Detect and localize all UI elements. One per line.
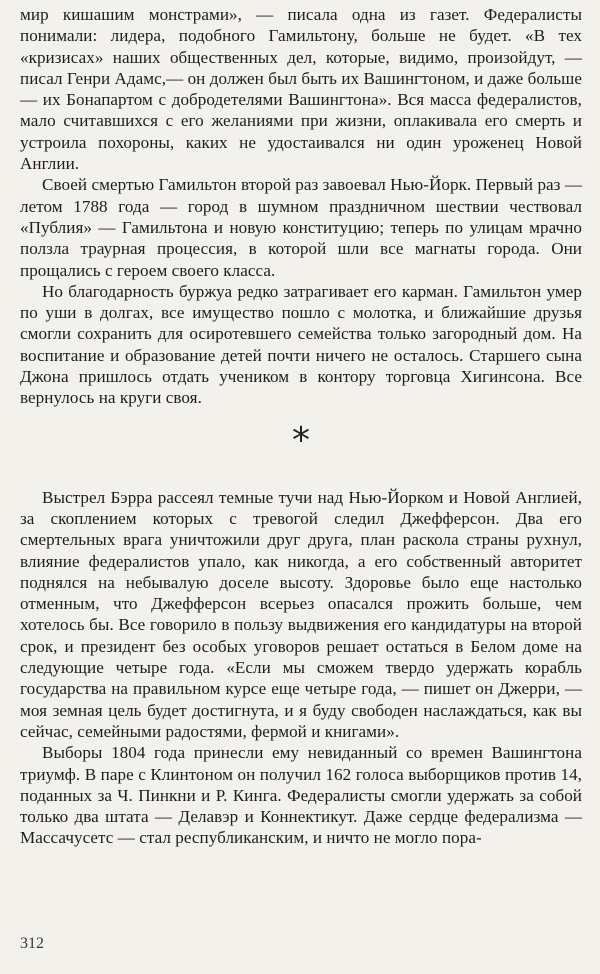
paragraph-5: Выборы 1804 года принесли ему невиданный со времен Вашингтона триумф. В паре с Клинтоном он получил 162 голоса выборщиков против 14, поданных за Ч. Пинкни и Р. Кинга. Федералисты смогли удержать за собой только два штата — Делавэр и Коннектикут. Даже сердце федерализма — Массачусетс — стал республиканским, и ничто не могло пора- — [20, 743, 582, 848]
paragraph-4: Выстрел Бэрра рассеял темные тучи над Нью-Йорком и Новой Англией, за скоплением которых с тревогой следил Джефферсон. Два его смертельных врага уничтожили друг друга, план раскола страны рухнул, влияние федералистов упало, как никогда, а его собственный авторитет поднялся на небывалую доселе высоту. Здоровье было еще настолько отменным, что Джефферсон всерьез опасался прожить больше, чем хотелось бы. Все говорило в пользу выдвижения его кандидатуры на второй срок, и президент без особых уговоров решает остаться в Белом доме на следующие четыре года. «Если мы сможем твердо удержать корабль государства на правильном курсе еще четыре года, — пишет он Джерри, — моя земная цель будет достигнута, и я буду свободен наслаждаться, как вы сейчас, семейными радостями, фермой и книгами». — [20, 487, 582, 741]
paragraph-1: мир кишашим монстрами», — писала одна из газет. Федералисты понимали: лидера, подобного Гамильтону, больше не будет. «В тех «кризисах» наших общественных дел, которые, видимо, произойдут, — писал Генри Адамс,— он должен был быть их Вашингтоном, и даже больше — их Бонапартом с добродетелями Вашингтона». Вся масса федералистов, мало считавшихся с его желаниями при жизни, оплакивала его смерть и устроила похороны, каких не удостаивался ни один уроженец Новой Англии. — [20, 5, 583, 174]
paragraph-2: Своей смертью Гамильтон второй раз завоевал Нью-Йорк. Первый раз — летом 1788 года — город в шумном праздничном шествии чествовал «Публия» — Гамильтона и новую конституцию; теперь по улицам мрачно ползла траурная процессия, в которой шли все магнаты города. Они прощались с героем своего класса. — [20, 175, 582, 280]
page-number: 312 — [20, 935, 44, 952]
section-divider-asterisk: * — [292, 419, 310, 461]
book-page — [20, 4, 582, 849]
paragraph-3: Но благодарность буржуа редко затрагивает его карман. Гамильтон умер по уши в долгах, все имущество пошло с молотка, и ближайшие друзья смогли сохранить для осиротевшего семейства только загородный дом. На воспитание и образование детей почти ничего не осталось. Старшего сына Джона пришлось отдать учеником в контору торговца Хигинсона. Все вернулось на круги своя. — [20, 281, 582, 408]
